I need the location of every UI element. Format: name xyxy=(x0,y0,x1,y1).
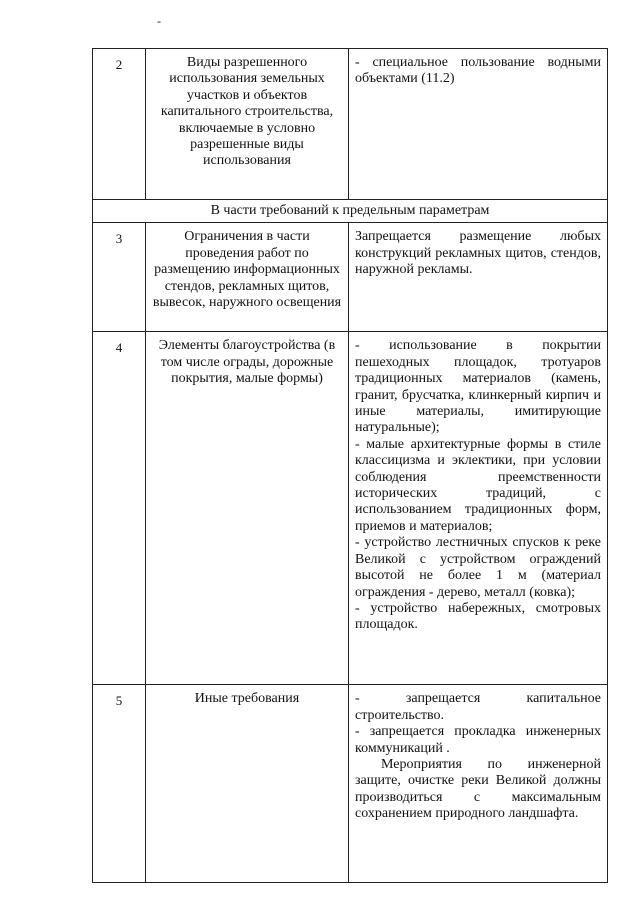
table-row xyxy=(93,49,608,200)
row-number: 5 xyxy=(93,685,146,883)
row-title: Виды разрешенного использования земельных участков и объектов капитального строительства, включаемые в условно разрешенные виды использования xyxy=(146,49,349,200)
content-paragraph: - запрещается прокладка инженерных коммуникаций . xyxy=(355,724,601,756)
row-number: 2 xyxy=(93,49,146,200)
content-paragraph: Мероприятия по инженерной защите, очистке реки Великой должны производиться с максимальным сохранением природного ландшафта. xyxy=(355,757,601,822)
row-content xyxy=(349,685,608,883)
content-paragraph: - использование в покрытии пешеходных площадок, тротуаров традиционных материалов (камень, гранит, брусчатка, клинкерный кирпич и иные материалы, имитирующие натуральные); xyxy=(355,338,601,436)
content-paragraph: - устройство набережных, смотровых площадок. xyxy=(355,600,601,633)
row-number: 4 xyxy=(93,332,146,685)
table-row xyxy=(93,223,608,332)
content-paragraph: - специальное пользование водными объектами (11.2) xyxy=(355,55,601,87)
table-row xyxy=(93,332,608,685)
section-heading: В части требований к предельным параметрам xyxy=(93,200,608,223)
content-paragraph: Запрещается размещение любых конструкций рекламных щитов, стендов, наружной рекламы. xyxy=(355,229,601,278)
content-paragraph: - запрещается капитальное строительство. xyxy=(355,691,601,723)
requirements-table xyxy=(92,48,608,883)
row-content xyxy=(349,49,608,200)
content-paragraph: - малые архитектурные формы в стиле классицизма и эклектики, при условии соблюдения преемственности исторических традиций, с использованием традиционных форм, приемов и материалов; xyxy=(355,436,601,534)
row-title: Иные требования xyxy=(146,685,349,883)
section-row xyxy=(93,200,608,223)
page-mark: - xyxy=(157,14,161,28)
row-number: 3 xyxy=(93,223,146,332)
table-row xyxy=(93,685,608,883)
row-title: Ограничения в части проведения работ по размещению информационных стендов, рекламных щитов, вывесок, наружного освещения xyxy=(146,223,349,332)
row-content xyxy=(349,223,608,332)
content-paragraph: - устройство лестничных спусков к реке Великой с устройством ограждений высотой не более 1 м (материал ограждения - дерево, металл (ковка); xyxy=(355,535,601,600)
row-title: Элементы благоустройства (в том числе ограды, дорожные покрытия, малые формы) xyxy=(146,332,349,685)
row-content xyxy=(349,332,608,685)
